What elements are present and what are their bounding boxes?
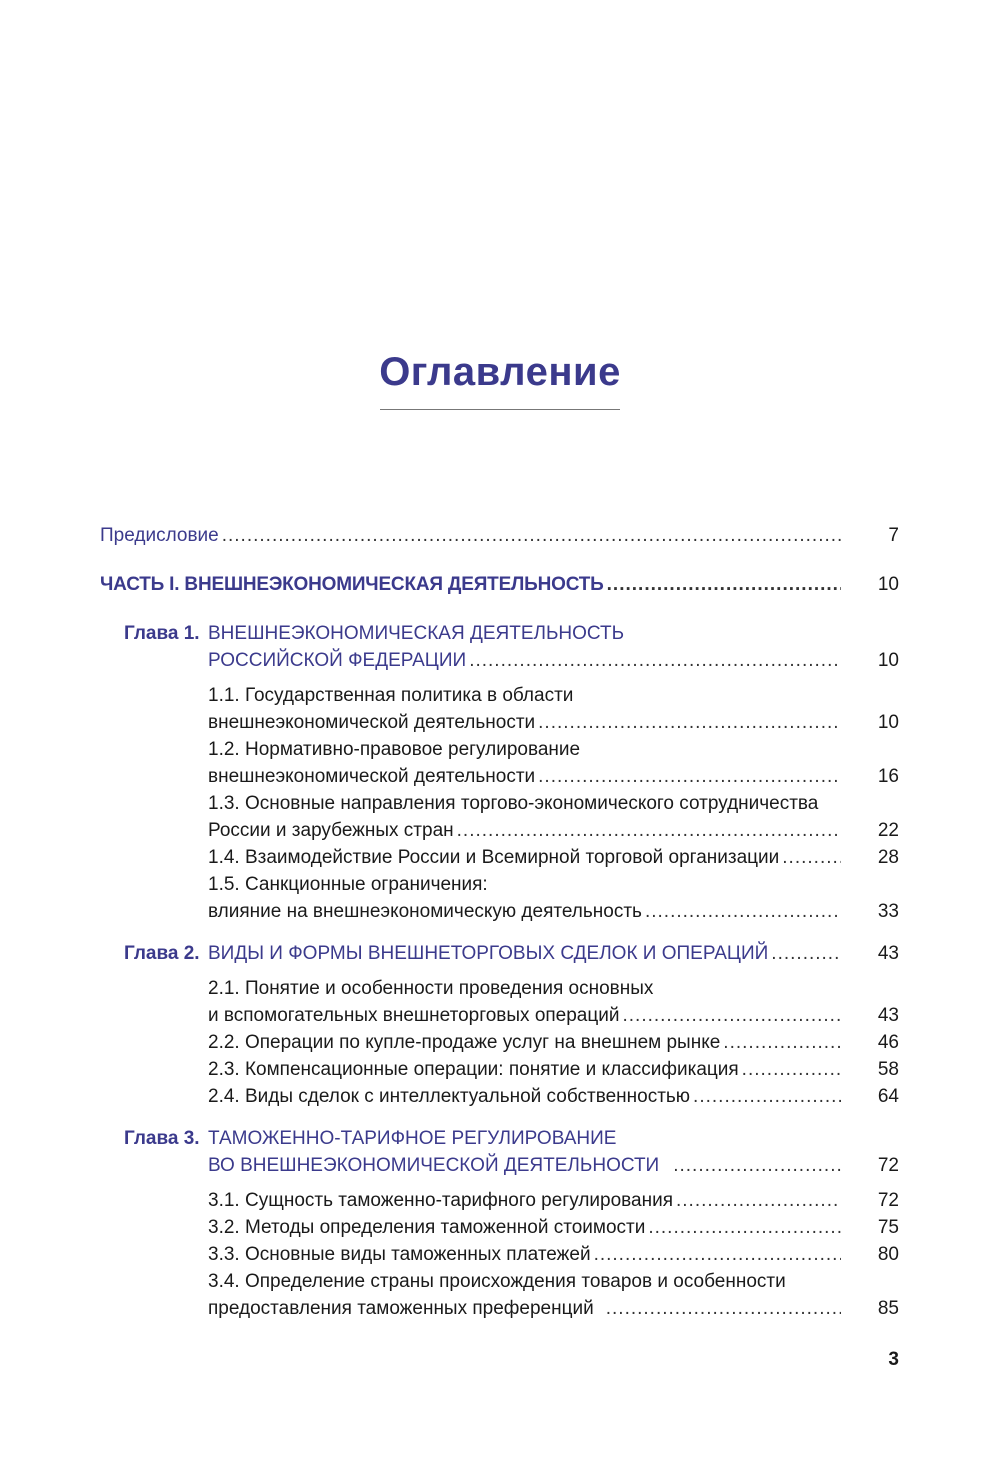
toc-page-number: 72 <box>877 1190 899 1211</box>
section-3-2-line1: 3.2. Методы определения таможенной стоимости <box>208 1217 646 1238</box>
dot-leader <box>622 1005 841 1027</box>
chapter-3-title-line1[interactable]: ТАМОЖЕННО-ТАРИФНОЕ РЕГУЛИРОВАНИЕ <box>208 1128 617 1149</box>
section-2-2-line1: 2.2. Операции по купле-продаже услуг на внешнем рынке <box>208 1032 721 1053</box>
toc-entry-part-1[interactable] <box>100 574 841 596</box>
toc-entry-label: Предисловие <box>100 525 219 546</box>
section-2-1-line2: и вспомогательных внешнеторговых операций <box>208 1005 620 1026</box>
toc-entry-section-3-1[interactable] <box>208 1190 841 1212</box>
toc-page-number: 33 <box>877 901 899 922</box>
chapter-3-title-line2: ВО ВНЕШНЕЭКОНОМИЧЕСКОЙ ДЕЯТЕЛЬНОСТИ <box>208 1155 660 1176</box>
toc-entry-section-2-4[interactable] <box>208 1086 841 1108</box>
toc-page-number: 58 <box>877 1059 899 1080</box>
toc-entry-section-3-3[interactable] <box>208 1244 841 1266</box>
toc-entry-chapter-3[interactable] <box>208 1155 841 1177</box>
chapter-1-title-line2: РОССИЙСКОЙ ФЕДЕРАЦИИ <box>208 650 467 671</box>
dot-leader <box>693 1086 841 1108</box>
dot-leader <box>606 1298 841 1320</box>
dot-leader <box>676 1190 841 1212</box>
toc-entry-section-3-2[interactable] <box>208 1217 841 1239</box>
section-1-4-line1: 1.4. Взаимодействие России и Всемирной торговой организации <box>208 847 780 868</box>
toc-page-number: 10 <box>877 574 899 595</box>
toc-page-number: 43 <box>877 943 899 964</box>
section-1-3-line2: России и зарубежных стран <box>208 820 454 841</box>
page-number: 3 <box>888 1349 899 1370</box>
chapter-3-label: Глава 3. <box>124 1128 200 1149</box>
dot-leader <box>771 943 841 965</box>
section-1-1-line1[interactable]: 1.1. Государственная политика в области <box>208 685 574 706</box>
toc-entry-section-2-1[interactable] <box>208 1005 841 1027</box>
dot-leader <box>594 1244 841 1266</box>
section-3-4-line1[interactable]: 3.4. Определение страны происхождения товаров и особенности <box>208 1271 786 1292</box>
toc-entry-section-1-3[interactable] <box>208 820 841 842</box>
toc-page-number: 28 <box>877 847 899 868</box>
section-2-4-line1: 2.4. Виды сделок с интеллектуальной собственностью <box>208 1086 691 1107</box>
toc-entry-section-1-4[interactable] <box>208 847 841 869</box>
section-2-1-line1[interactable]: 2.1. Понятие и особенности проведения основных <box>208 978 654 999</box>
dot-leader <box>538 712 841 734</box>
dot-leader <box>673 1155 841 1177</box>
dot-leader <box>782 847 841 869</box>
section-1-1-line2: внешнеэкономической деятельности <box>208 712 536 733</box>
toc-page-number: 72 <box>877 1155 899 1176</box>
section-1-2-line2: внешнеэкономической деятельности <box>208 766 536 787</box>
section-2-3-line1: 2.3. Компенсационные операции: понятие и классификация <box>208 1059 739 1080</box>
toc-page-number: 10 <box>877 712 899 733</box>
section-3-3-line1: 3.3. Основные виды таможенных платежей <box>208 1244 591 1265</box>
toc-entry-chapter-1[interactable] <box>208 650 841 672</box>
chapter-1-label: Глава 1. <box>124 623 200 644</box>
title-underline <box>380 409 620 410</box>
toc-entry-section-2-2[interactable] <box>208 1032 841 1054</box>
section-1-5-line2: влияние на внешнеэкономическую деятельность <box>208 901 642 922</box>
toc-page-number: 7 <box>888 525 899 546</box>
toc-entry-label: ЧАСТЬ I. ВНЕШНЕЭКОНОМИЧЕСКАЯ ДЕЯТЕЛЬНОСТЬ <box>100 574 604 595</box>
dot-leader <box>457 820 841 842</box>
toc-page-number: 46 <box>877 1032 899 1053</box>
toc-entry-chapter-2[interactable] <box>208 943 841 965</box>
toc-page-number: 43 <box>877 1005 899 1026</box>
dot-leader <box>742 1059 841 1081</box>
page-title: Оглавление <box>379 350 621 394</box>
chapter-2-title-line1: ВИДЫ И ФОРМЫ ВНЕШНЕТОРГОВЫХ СДЕЛОК И ОПЕРАЦИЙ <box>208 943 769 964</box>
toc-entry-preface[interactable] <box>100 525 841 547</box>
toc-entry-section-1-5[interactable] <box>208 901 841 923</box>
dot-leader <box>222 525 841 547</box>
section-1-3-line1[interactable]: 1.3. Основные направления торгово-экономического сотрудничества <box>208 793 819 814</box>
dot-leader <box>469 650 841 672</box>
section-1-5-line1[interactable]: 1.5. Санкционные ограничения: <box>208 874 488 895</box>
toc-entry-section-1-2[interactable] <box>208 766 841 788</box>
toc-page-number: 80 <box>877 1244 899 1265</box>
toc-entry-section-3-4[interactable] <box>208 1298 841 1320</box>
toc-page-number: 64 <box>877 1086 899 1107</box>
dot-leader <box>645 901 841 923</box>
toc-page-number: 75 <box>877 1217 899 1238</box>
toc-page-number: 85 <box>877 1298 899 1319</box>
section-1-2-line1[interactable]: 1.2. Нормативно-правовое регулирование <box>208 739 581 760</box>
toc-page-number: 16 <box>877 766 899 787</box>
toc-entry-section-1-1[interactable] <box>208 712 841 734</box>
dot-leader <box>723 1032 841 1054</box>
toc-page-number: 22 <box>877 820 899 841</box>
chapter-2-label: Глава 2. <box>124 943 200 964</box>
dot-leader <box>607 574 841 596</box>
toc-page-number: 10 <box>877 650 899 671</box>
dot-leader <box>648 1217 841 1239</box>
dot-leader <box>538 766 841 788</box>
toc-entry-section-2-3[interactable] <box>208 1059 841 1081</box>
chapter-1-title-line1[interactable]: ВНЕШНЕЭКОНОМИЧЕСКАЯ ДЕЯТЕЛЬНОСТЬ <box>208 623 625 644</box>
section-3-4-line2: предоставления таможенных преференций <box>208 1298 594 1319</box>
section-3-1-line1: 3.1. Сущность таможенно-тарифного регулирования <box>208 1190 673 1211</box>
